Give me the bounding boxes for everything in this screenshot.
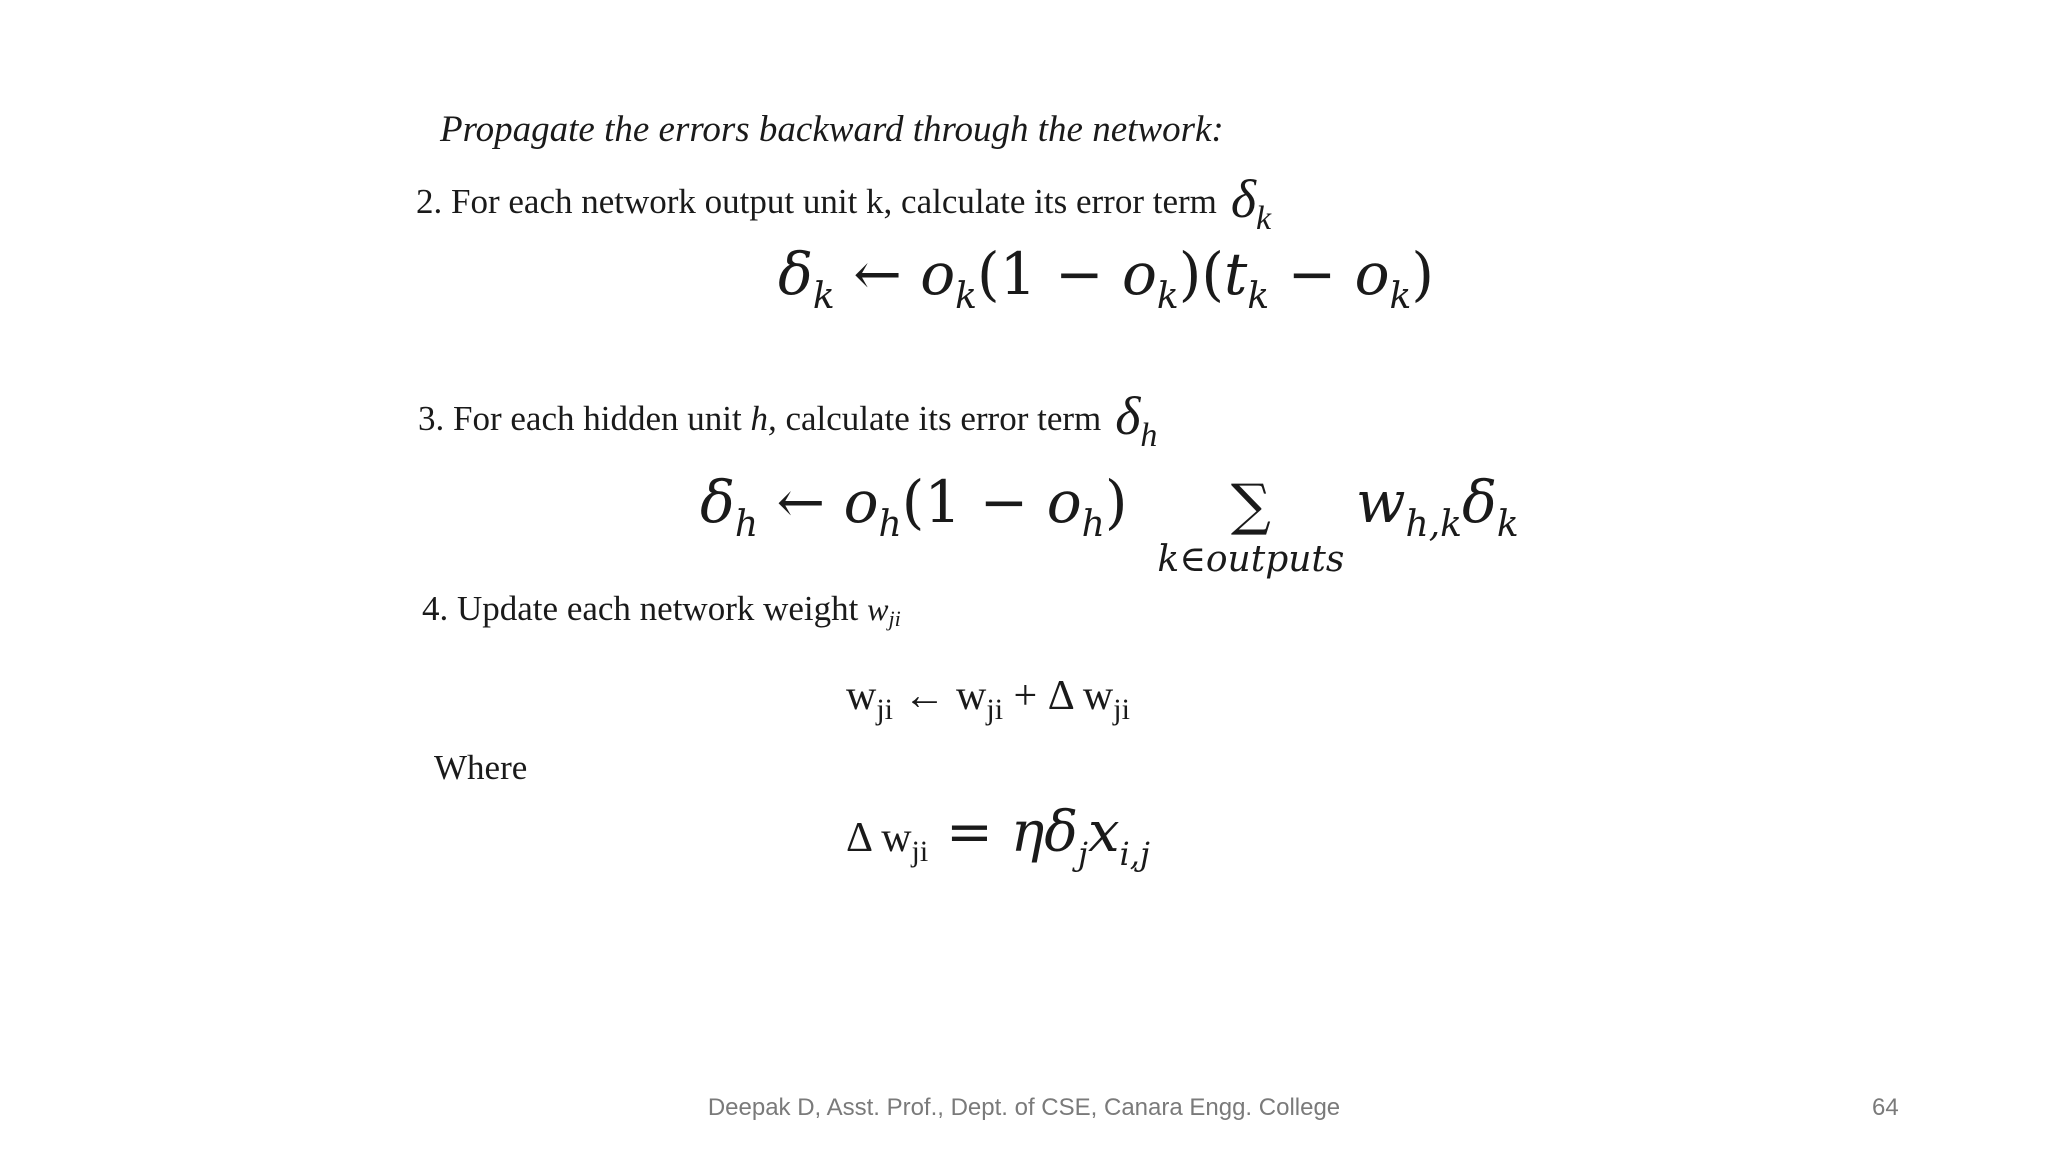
weight-update-equation: $w_{ji}$ ← $w_{ji} + \Delta$ $w_{ji}$ [846,673,1130,726]
step-3-text: 3. For each hidden unit h, calculate its error term $\delta_h$ [418,386,1158,454]
summation-symbol: ∑ k∈outputs [1157,473,1345,580]
step-2-label: 2. For each network output unit k, calculate its error term [416,182,1217,221]
delta-k-symbol: $\delta_k$ [1230,169,1272,237]
where-label: Where [434,748,528,787]
output-error-equation: $\delta_k$ ← $o_k(1 - o_k)(t_k - o_k)$ [778,240,1435,317]
step-2-text [416,168,1271,238]
page-number: 64 [1872,1094,1899,1121]
delta-h-symbol: $\delta_h$ [1115,386,1158,454]
delta-weight-equation: Δ $w_{ji} = \eta\delta_jx_{i,j}$ [846,800,1150,873]
slide-heading: Propagate the errors backward through the network: [440,109,1224,150]
footer-credit: Deepak D, Asst. Prof., Dept. of CSE, Canara Engg. College [707,1094,1341,1121]
weight-symbol: $w_{ji}$ [867,591,901,631]
hidden-error-equation: $\delta_h$ ← $o_h(1 - o_h)$ ∑ k∈outputs $w_{h,k}\delta_k$ [700,468,1519,580]
step-4-text: 4. Update each network weight $w_{ji}$ [422,589,901,631]
